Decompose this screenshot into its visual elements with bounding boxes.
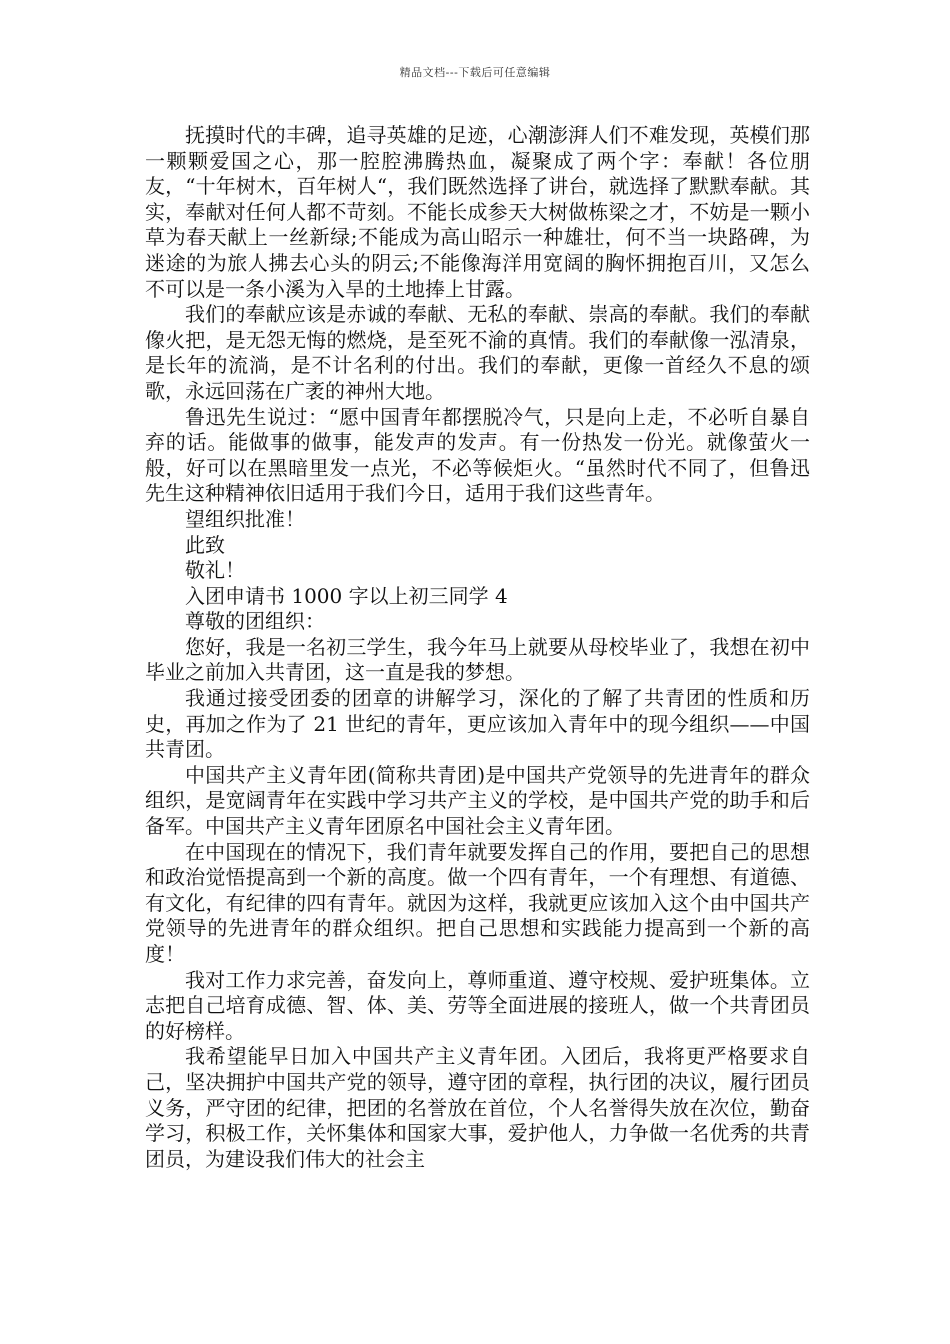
document-body bbox=[145, 123, 810, 1172]
paragraph: 我对工作力求完善，奋发向上，尊师重道、遵守校规、爱护班集体。立志把自己培育成德、智、体、美、劳等全面进展的接班人，做一个共青团员的好榜样。 bbox=[145, 967, 810, 1043]
paragraph: 中国共产主义青年团(简称共青团)是中国共产党领导的先进青年的群众组织，是宽阔青年在实践中学习共产主义的学校，是中国共产党的助手和后备军。中国共产主义青年团原名中国社会主义青年团。 bbox=[145, 762, 810, 839]
paragraph: 望组织批准！ bbox=[185, 506, 305, 531]
paragraph: 鲁迅先生说过：“愿中国青年都摆脱冷气，只是向上走，不必听自暴自弃的话。能做事的做事，能发声的发声。有一份热发一份光。就像萤火一般，好可以在黑暗里发一点光，不必等候炬火。“虽然时代不同了，但鲁迅先生这种精神依旧适用于我们今日，适用于我们这些青年。 bbox=[145, 404, 810, 506]
paragraph: 敬礼！ bbox=[185, 558, 245, 583]
salutation: 尊敬的团组织： bbox=[185, 609, 325, 634]
paragraph: 我通过接受团委的团章的讲解学习，深化的了解了共青团的性质和历史，再加之作为了 21 世纪的青年，更应该加入青年中的现今组织——中国共青团。 bbox=[145, 686, 810, 762]
page-header: 精品文档---下载后可任意编辑 bbox=[399, 66, 551, 79]
paragraph: 抚摸时代的丰碑，追寻英雄的足迹，心潮澎湃人们不难发现，英模们那一颗颗爱国之心，那一腔腔沸腾热血，凝聚成了两个字：奉献！各位朋友，“十年树木，百年树人“，我们既然选择了讲台，就选择了默默奉献。其实，奉献对任何人都不苛刻。不能长成参天大树做栋梁之才，不妨是一颗小草为春天献上一丝新绿;不能成为高山昭示一种雄壮，何不当一块路碑，为迷途的为旅人拂去心头的阴云;不能像海洋用宽阔的胸怀拥抱百川，又怎么不可以是一条小溪为入旱的土地捧上甘露。 bbox=[145, 123, 810, 301]
section-title: 入团申请书 1000 字以上初三同学 4 bbox=[185, 583, 508, 608]
paragraph: 我希望能早日加入中国共产主义青年团。入团后，我将更严格要求自己，坚决拥护中国共产党的领导，遵守团的章程，执行团的决议，履行团员义务，严守团的纪律，把团的名誉放在首位，个人名誉得失放在次位，勤奋学习，积极工作，关怀集体和国家大事，爱护他人，力争做一名优秀的共青团员，为建设我们伟大的社会主 bbox=[145, 1044, 810, 1171]
paragraph: 您好，我是一名初三学生，我今年马上就要从母校毕业了，我想在初中毕业之前加入共青团，这一直是我的梦想。 bbox=[145, 634, 810, 685]
paragraph: 我们的奉献应该是赤诚的奉献、无私的奉献、崇高的奉献。我们的奉献像火把，是无怨无悔的燃烧，是至死不渝的真情。我们的奉献像一泓清泉，是长年的流淌，是不计名利的付出。我们的奉献，更像一首经久不息的颂歌，永远回荡在广袤的神州大地。 bbox=[145, 302, 810, 403]
paragraph: 此致 bbox=[185, 532, 225, 557]
paragraph: 在中国现在的情况下，我们青年就要发挥自己的作用，要把自己的思想和政治觉悟提高到一个新的高度。做一个四有青年，一个有理想、有道德、有文化，有纪律的四有青年。就因为这样，我就更应该加入这个由中国共产党领导的先进青年的群众组织。把自己思想和实践能力提高到一个新的高度！ bbox=[145, 839, 810, 966]
